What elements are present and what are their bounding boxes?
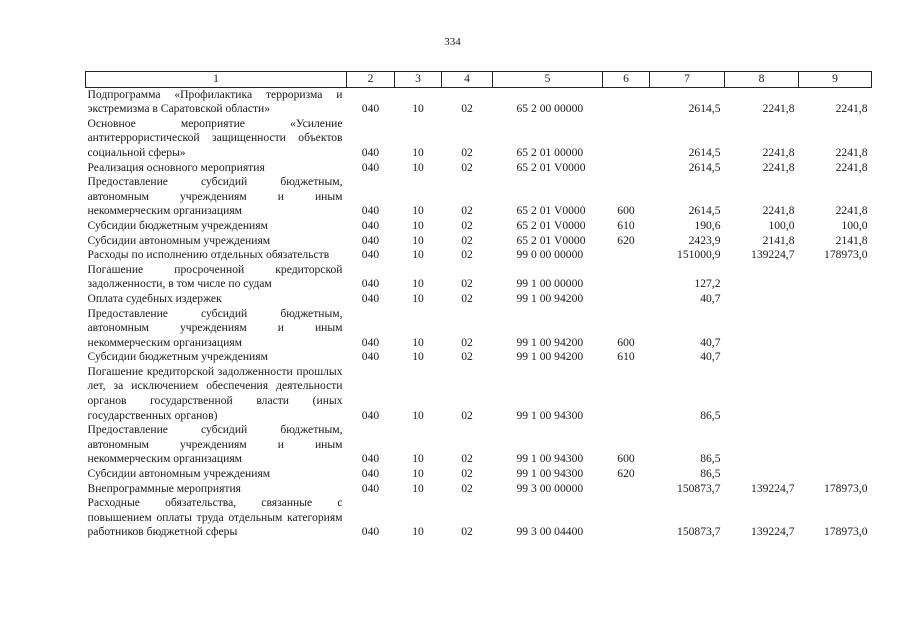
row-amount-year-1: 86,5 — [700, 408, 721, 422]
row-ved-code: 040 — [361, 467, 380, 481]
row-name: Субсидии автономным учреждениям — [87, 467, 271, 481]
row-amount-year-2: 2241,8 — [762, 204, 795, 218]
row-amount-year-3 — [799, 350, 872, 365]
row-name: Оплата судебных издержек — [87, 291, 222, 305]
budget-table — [85, 71, 872, 540]
row-section-code: 10 — [412, 218, 424, 232]
row-target-article: 65 2 01 V0000 — [516, 218, 586, 232]
header-col-ved: 2 — [347, 72, 395, 88]
row-amount-year-2: 139224,7 — [751, 248, 795, 262]
table-row — [86, 234, 872, 249]
table-row — [86, 467, 872, 482]
row-expense-type: 600 — [617, 335, 635, 349]
table-header-row — [86, 72, 872, 88]
row-amount-year-3: 2241,8 — [835, 204, 868, 218]
row-subsection-code: 02 — [461, 160, 473, 174]
row-section-code: 10 — [412, 525, 424, 539]
row-name: Основное мероприятие «Усиление антитеррористической защищенности объектов социальной сферы» — [87, 116, 343, 159]
row-expense-type: 610 — [617, 218, 635, 232]
row-subsection-code: 02 — [461, 233, 473, 247]
row-subsection-code: 02 — [461, 335, 473, 349]
row-amount-year-2: 139224,7 — [751, 481, 795, 495]
row-target-article: 99 1 00 94300 — [516, 467, 584, 481]
row-name: Погашение просроченной кредиторской задолженности, в том числе по судам — [87, 262, 343, 291]
row-name: Внепрограммные мероприятия — [87, 481, 242, 495]
table-row — [86, 482, 872, 497]
row-target-article: 99 0 00 00000 — [516, 248, 584, 262]
row-amount-year-1: 151000,9 — [677, 248, 721, 262]
header-col-year-3: 9 — [799, 72, 872, 88]
row-section-code: 10 — [412, 335, 424, 349]
row-name: Субсидии бюджетным учреждениям — [87, 218, 268, 232]
row-subsection-code: 02 — [461, 525, 473, 539]
row-expense-type — [603, 117, 650, 161]
table-row — [86, 248, 872, 263]
row-amount-year-3: 2241,8 — [835, 102, 868, 116]
table-row — [86, 161, 872, 176]
row-expense-type: 600 — [617, 204, 635, 218]
row-target-article: 99 1 00 94200 — [516, 350, 584, 364]
row-section-code: 10 — [412, 452, 424, 466]
row-ved-code: 040 — [361, 350, 380, 364]
row-target-article: 65 2 01 00000 — [516, 145, 584, 159]
row-amount-year-1: 190,6 — [694, 218, 721, 232]
table-row — [86, 263, 872, 292]
row-section-code: 10 — [412, 277, 424, 291]
row-section-code: 10 — [412, 350, 424, 364]
row-ved-code: 040 — [361, 218, 380, 232]
row-amount-year-3: 178973,0 — [824, 481, 868, 495]
row-name: Погашение кредиторской задолженности прошлых лет, за исключением обеспечения деятельности органов государственной власти (иных государственных органов) — [87, 364, 343, 422]
row-ved-code: 040 — [361, 204, 380, 218]
row-subsection-code: 02 — [461, 408, 473, 422]
table-row — [86, 307, 872, 351]
row-target-article: 99 3 00 00000 — [516, 481, 584, 495]
row-amount-year-1: 2614,5 — [688, 160, 721, 174]
row-amount-year-2 — [725, 423, 799, 467]
row-expense-type — [603, 87, 650, 117]
row-target-article: 99 1 00 94200 — [516, 335, 584, 349]
row-amount-year-1: 2423,9 — [688, 233, 721, 247]
row-ved-code: 040 — [361, 481, 380, 495]
table-row — [86, 496, 872, 540]
row-amount-year-3: 2141,8 — [835, 233, 868, 247]
row-expense-type — [603, 248, 650, 263]
row-ved-code: 040 — [361, 145, 380, 159]
header-col-name: 1 — [86, 72, 347, 88]
row-ved-code: 040 — [361, 452, 380, 466]
row-amount-year-2 — [725, 467, 799, 482]
table-row — [86, 423, 872, 467]
row-target-article: 65 2 01 V0000 — [516, 233, 586, 247]
page-number: 334 — [444, 36, 461, 48]
row-section-code: 10 — [412, 408, 424, 422]
row-amount-year-3 — [799, 423, 872, 467]
row-target-article: 99 1 00 94300 — [516, 452, 584, 466]
row-expense-type: 620 — [617, 233, 635, 247]
row-amount-year-3: 2241,8 — [835, 160, 868, 174]
row-amount-year-2: 2141,8 — [762, 233, 795, 247]
row-target-article: 99 3 00 04400 — [516, 525, 584, 539]
row-amount-year-2: 2241,8 — [762, 160, 795, 174]
row-name: Подпрограмма «Профилактика терроризма и экстремизма в Саратовской области» — [87, 87, 343, 116]
table-row — [86, 117, 872, 161]
row-subsection-code: 02 — [461, 248, 473, 262]
row-name: Предоставление субсидий бюджетным, автономным учреждениям и иным некоммерческим организациям — [87, 306, 343, 349]
row-amount-year-3 — [799, 307, 872, 351]
row-subsection-code: 02 — [461, 218, 473, 232]
row-target-article: 65 2 00 00000 — [516, 102, 584, 116]
row-subsection-code: 02 — [461, 452, 473, 466]
row-name: Субсидии бюджетным учреждениям — [87, 350, 268, 364]
row-expense-type — [603, 161, 650, 176]
row-section-code: 10 — [412, 481, 424, 495]
row-ved-code: 040 — [361, 233, 380, 247]
row-amount-year-3: 2241,8 — [835, 145, 868, 159]
row-amount-year-3: 100,0 — [841, 218, 868, 232]
row-expense-type — [603, 496, 650, 540]
row-section-code: 10 — [412, 248, 424, 262]
row-amount-year-3 — [799, 365, 872, 423]
row-section-code: 10 — [412, 291, 424, 305]
row-amount-year-2 — [725, 350, 799, 365]
row-amount-year-2: 100,0 — [768, 218, 795, 232]
row-amount-year-1: 150873,7 — [677, 525, 721, 539]
row-target-article: 65 2 01 V0000 — [516, 160, 586, 174]
row-subsection-code: 02 — [461, 277, 473, 291]
header-col-year-1: 7 — [650, 72, 725, 88]
row-amount-year-3 — [799, 263, 872, 292]
row-section-code: 10 — [412, 160, 424, 174]
row-name: Предоставление субсидий бюджетным, автономным учреждениям и иным некоммерческим организациям — [87, 423, 343, 466]
row-name: Реализация основного мероприятия — [87, 160, 265, 174]
row-subsection-code: 02 — [461, 481, 473, 495]
row-amount-year-1: 127,2 — [694, 277, 721, 291]
row-amount-year-1: 86,5 — [700, 452, 721, 466]
row-target-article: 99 1 00 00000 — [516, 277, 584, 291]
row-section-code: 10 — [412, 145, 424, 159]
row-section-code: 10 — [412, 233, 424, 247]
row-name: Субсидии автономным учреждениям — [87, 233, 271, 247]
row-ved-code: 040 — [361, 525, 380, 539]
row-ved-code: 040 — [361, 160, 380, 174]
row-section-code: 10 — [412, 467, 424, 481]
row-amount-year-1: 150873,7 — [677, 481, 721, 495]
table-row — [86, 87, 872, 117]
row-name: Предоставление субсидий бюджетным, автономным учреждениям и иным некоммерческим организациям — [87, 175, 343, 218]
row-expense-type — [603, 292, 650, 307]
header-col-section: 3 — [395, 72, 442, 88]
row-expense-type: 600 — [617, 452, 635, 466]
row-name: Расходы по исполнению отдельных обязательств — [87, 248, 330, 262]
row-expense-type — [603, 482, 650, 497]
row-amount-year-2: 2241,8 — [762, 102, 795, 116]
row-ved-code: 040 — [361, 277, 380, 291]
header-col-subsection: 4 — [442, 72, 493, 88]
row-subsection-code: 02 — [461, 145, 473, 159]
header-col-year-2: 8 — [725, 72, 799, 88]
row-subsection-code: 02 — [461, 467, 473, 481]
row-amount-year-3 — [799, 292, 872, 307]
row-ved-code: 040 — [361, 102, 380, 116]
row-amount-year-3: 178973,0 — [824, 248, 868, 262]
row-expense-type: 620 — [617, 467, 635, 481]
row-expense-type — [603, 365, 650, 423]
row-amount-year-2 — [725, 263, 799, 292]
row-amount-year-1: 2614,5 — [688, 145, 721, 159]
row-subsection-code: 02 — [461, 350, 473, 364]
row-amount-year-3 — [799, 467, 872, 482]
row-ved-code: 040 — [361, 248, 380, 262]
row-amount-year-1: 86,5 — [700, 467, 721, 481]
row-section-code: 10 — [412, 102, 424, 116]
row-target-article: 99 1 00 94200 — [516, 291, 584, 305]
table-row — [86, 350, 872, 365]
row-amount-year-2 — [725, 365, 799, 423]
row-expense-type — [603, 263, 650, 292]
table-row — [86, 292, 872, 307]
row-amount-year-1: 40,7 — [700, 291, 721, 305]
row-amount-year-3: 178973,0 — [824, 525, 868, 539]
row-amount-year-2: 139224,7 — [751, 525, 795, 539]
row-amount-year-1: 40,7 — [700, 335, 721, 349]
row-target-article: 65 2 01 V0000 — [516, 204, 586, 218]
row-amount-year-1: 2614,5 — [688, 102, 721, 116]
row-ved-code: 040 — [361, 408, 380, 422]
row-amount-year-1: 2614,5 — [688, 204, 721, 218]
table-row — [86, 365, 872, 423]
header-col-target-article: 5 — [493, 72, 603, 88]
header-col-expense-type: 6 — [603, 72, 650, 88]
row-subsection-code: 02 — [461, 204, 473, 218]
row-ved-code: 040 — [361, 335, 380, 349]
row-subsection-code: 02 — [461, 102, 473, 116]
row-name: Расходные обязательства, связанные с повышением оплаты труда отдельным категориям работников бюджетной сферы — [87, 496, 343, 539]
row-amount-year-2: 2241,8 — [762, 145, 795, 159]
row-expense-type: 610 — [617, 350, 635, 364]
row-ved-code: 040 — [361, 291, 380, 305]
row-target-article: 99 1 00 94300 — [516, 408, 584, 422]
row-amount-year-1: 40,7 — [700, 350, 721, 364]
row-amount-year-2 — [725, 292, 799, 307]
table-row — [86, 219, 872, 234]
row-section-code: 10 — [412, 204, 424, 218]
row-amount-year-2 — [725, 307, 799, 351]
table-row — [86, 175, 872, 219]
row-subsection-code: 02 — [461, 291, 473, 305]
